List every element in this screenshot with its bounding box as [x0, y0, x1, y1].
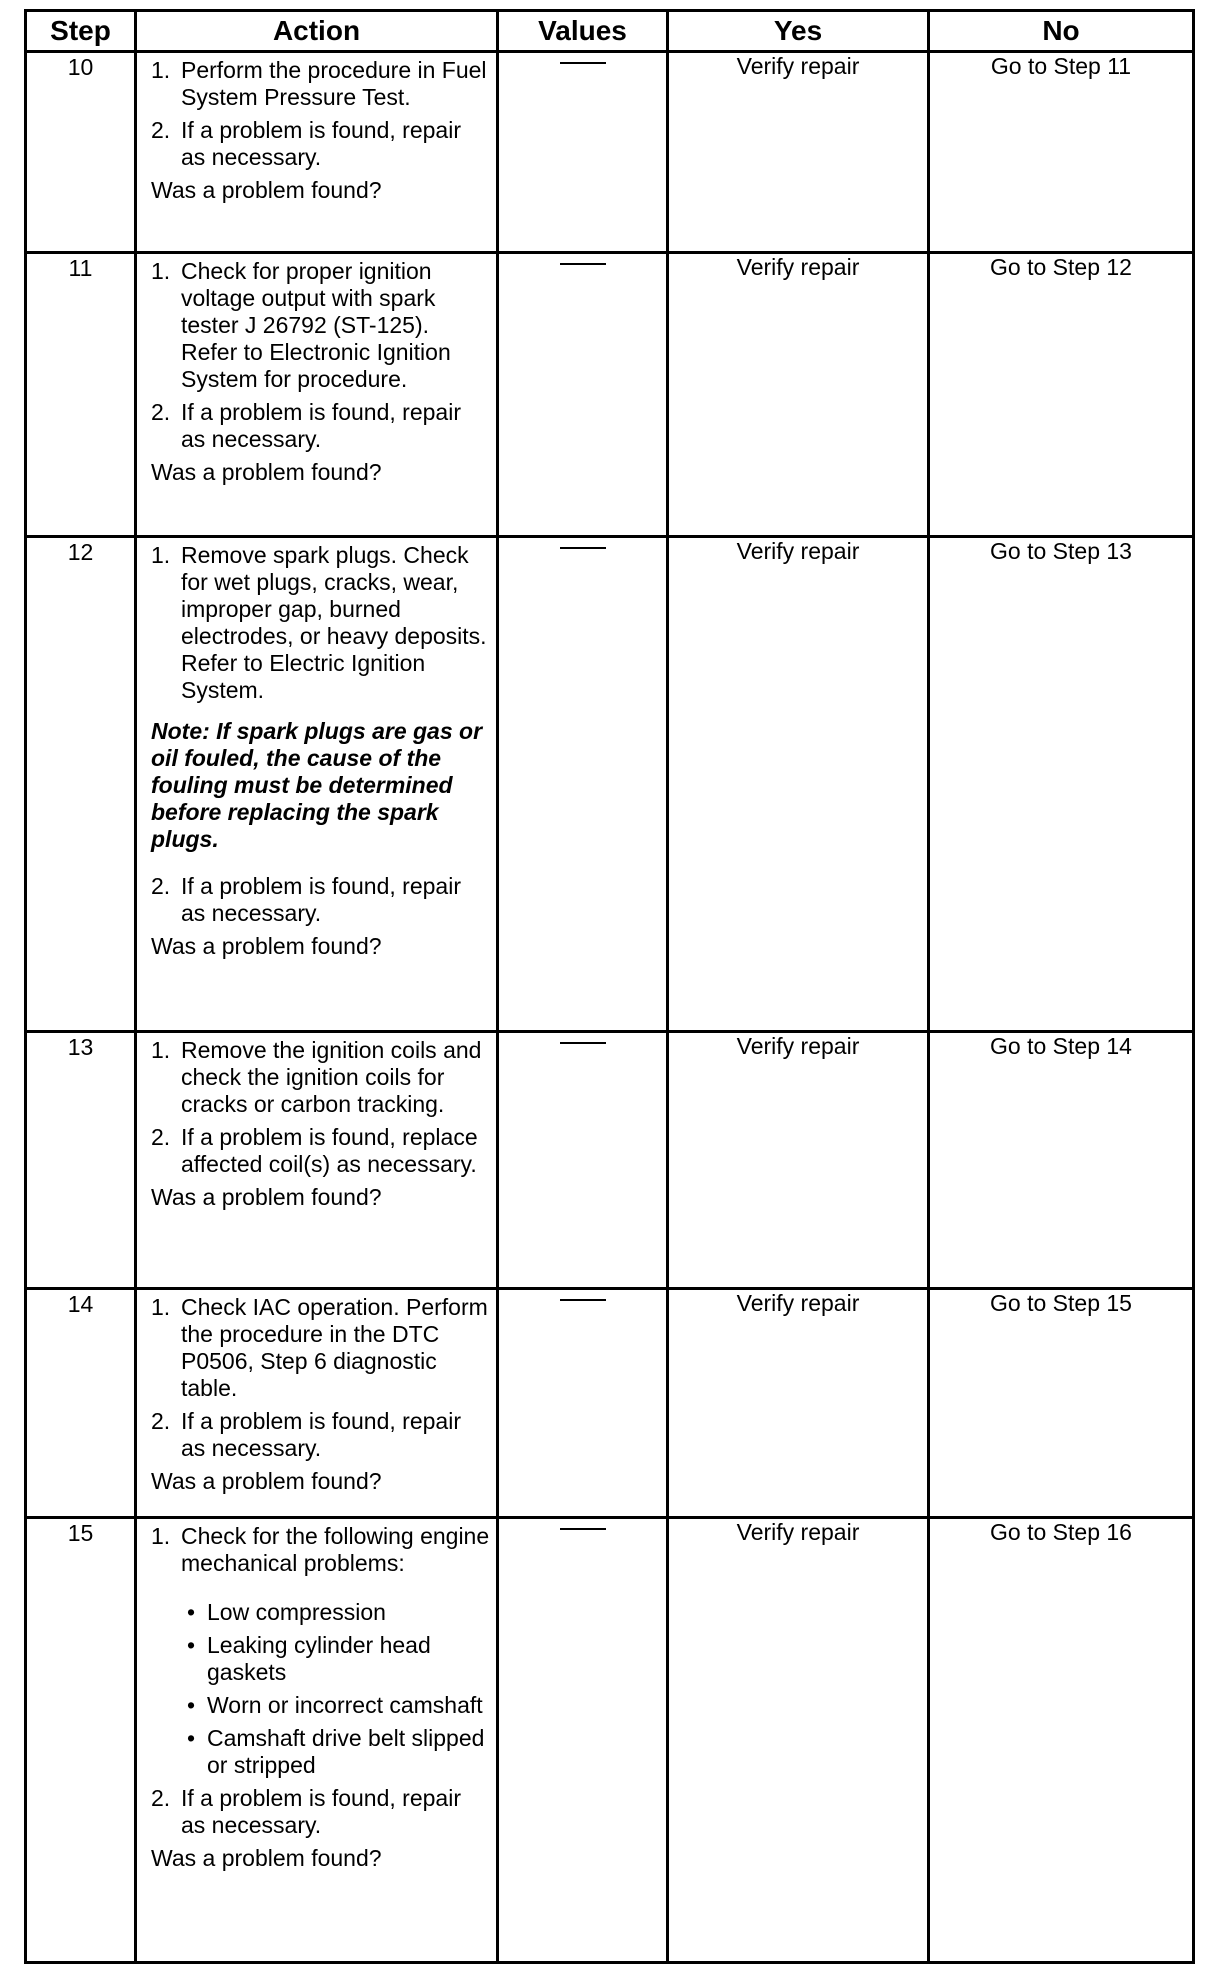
values-cell: [498, 52, 668, 253]
empty-value-dash: [560, 547, 606, 549]
no-result: Go to Step 12: [929, 253, 1194, 537]
no-result: Go to Step 15: [929, 1289, 1194, 1518]
step-number: 11: [26, 253, 136, 537]
action-cell: [136, 1289, 498, 1518]
values-cell: [498, 1289, 668, 1518]
action-item: 2. If a problem is found, repair as necessary.: [151, 399, 461, 452]
table-row: [26, 1518, 1194, 1963]
action-question: Was a problem found?: [151, 459, 382, 485]
action-question: Was a problem found?: [151, 1468, 382, 1494]
list-item: • Camshaft drive belt slipped or stripped: [187, 1725, 485, 1778]
no-result: Go to Step 16: [929, 1518, 1194, 1963]
action-question: Was a problem found?: [151, 1845, 382, 1871]
step-number: 10: [26, 52, 136, 253]
values-cell: [498, 253, 668, 537]
yes-result: Verify repair: [668, 1518, 929, 1963]
empty-value-dash: [560, 1042, 606, 1044]
yes-result: Verify repair: [668, 1289, 929, 1518]
action-item: 1. Check for proper ignition voltage output with spark tester J 26792 (ST-125). Refer to Electronic Ignition System for procedure.: [151, 258, 451, 392]
header-step: Step: [26, 11, 136, 52]
values-cell: [498, 1518, 668, 1963]
action-item: 1. Remove spark plugs. Check for wet plugs, cracks, wear, improper gap, burned electrodes, or heavy deposits. Refer to Electric Ignition System.: [151, 542, 487, 703]
note-text: Note: If spark plugs are gas or oil fouled, the cause of the fouling must be determined before replacing the spark plugs.: [151, 718, 483, 852]
action-item: 1. Remove the ignition coils and check the ignition coils for cracks or carbon tracking.: [151, 1037, 482, 1117]
empty-value-dash: [560, 1528, 606, 1530]
empty-value-dash: [560, 62, 606, 64]
values-cell: [498, 537, 668, 1032]
no-result: Go to Step 13: [929, 537, 1194, 1032]
yes-result: Verify repair: [668, 1032, 929, 1289]
step-number: 14: [26, 1289, 136, 1518]
bullet-list: [151, 1599, 490, 1779]
table-row: [26, 1032, 1194, 1289]
header-yes: Yes: [668, 11, 929, 52]
action-question: Was a problem found?: [151, 177, 382, 203]
action-cell: [136, 253, 498, 537]
action-item: 1. Check IAC operation. Perform the procedure in the DTC P0506, Step 6 diagnostic table.: [151, 1294, 488, 1401]
header-no: No: [929, 11, 1194, 52]
list-item: • Leaking cylinder head gaskets: [187, 1632, 431, 1685]
table-row: [26, 52, 1194, 253]
action-item: 2. If a problem is found, repair as necessary.: [151, 117, 461, 170]
action-cell: [136, 1518, 498, 1963]
action-cell: [136, 52, 498, 253]
step-number: 15: [26, 1518, 136, 1963]
yes-result: Verify repair: [668, 537, 929, 1032]
header-action: Action: [136, 11, 498, 52]
table-row: [26, 1289, 1194, 1518]
header-row: [26, 11, 1194, 52]
action-item: 2. If a problem is found, repair as necessary.: [151, 873, 461, 926]
action-cell: [136, 537, 498, 1032]
table-row: [26, 537, 1194, 1032]
no-result: Go to Step 11: [929, 52, 1194, 253]
empty-value-dash: [560, 1299, 606, 1301]
list-item: • Worn or incorrect camshaft: [187, 1692, 483, 1718]
step-number: 12: [26, 537, 136, 1032]
list-item: • Low compression: [187, 1599, 386, 1625]
no-result: Go to Step 14: [929, 1032, 1194, 1289]
empty-value-dash: [560, 263, 606, 265]
action-cell: [136, 1032, 498, 1289]
header-values: Values: [498, 11, 668, 52]
action-question: Was a problem found?: [151, 1184, 382, 1210]
action-item: 2. If a problem is found, replace affected coil(s) as necessary.: [151, 1124, 478, 1177]
yes-result: Verify repair: [668, 52, 929, 253]
action-item: 1. Check for the following engine mechanical problems:: [151, 1523, 490, 1576]
action-item: 1. Perform the procedure in Fuel System Pressure Test.: [151, 57, 487, 110]
action-item: 2. If a problem is found, repair as necessary.: [151, 1408, 461, 1461]
diagnostic-table: [24, 9, 1195, 1964]
values-cell: [498, 1032, 668, 1289]
action-item: 2. If a problem is found, repair as necessary.: [151, 1785, 461, 1838]
yes-result: Verify repair: [668, 253, 929, 537]
table-row: [26, 253, 1194, 537]
action-question: Was a problem found?: [151, 933, 382, 959]
step-number: 13: [26, 1032, 136, 1289]
